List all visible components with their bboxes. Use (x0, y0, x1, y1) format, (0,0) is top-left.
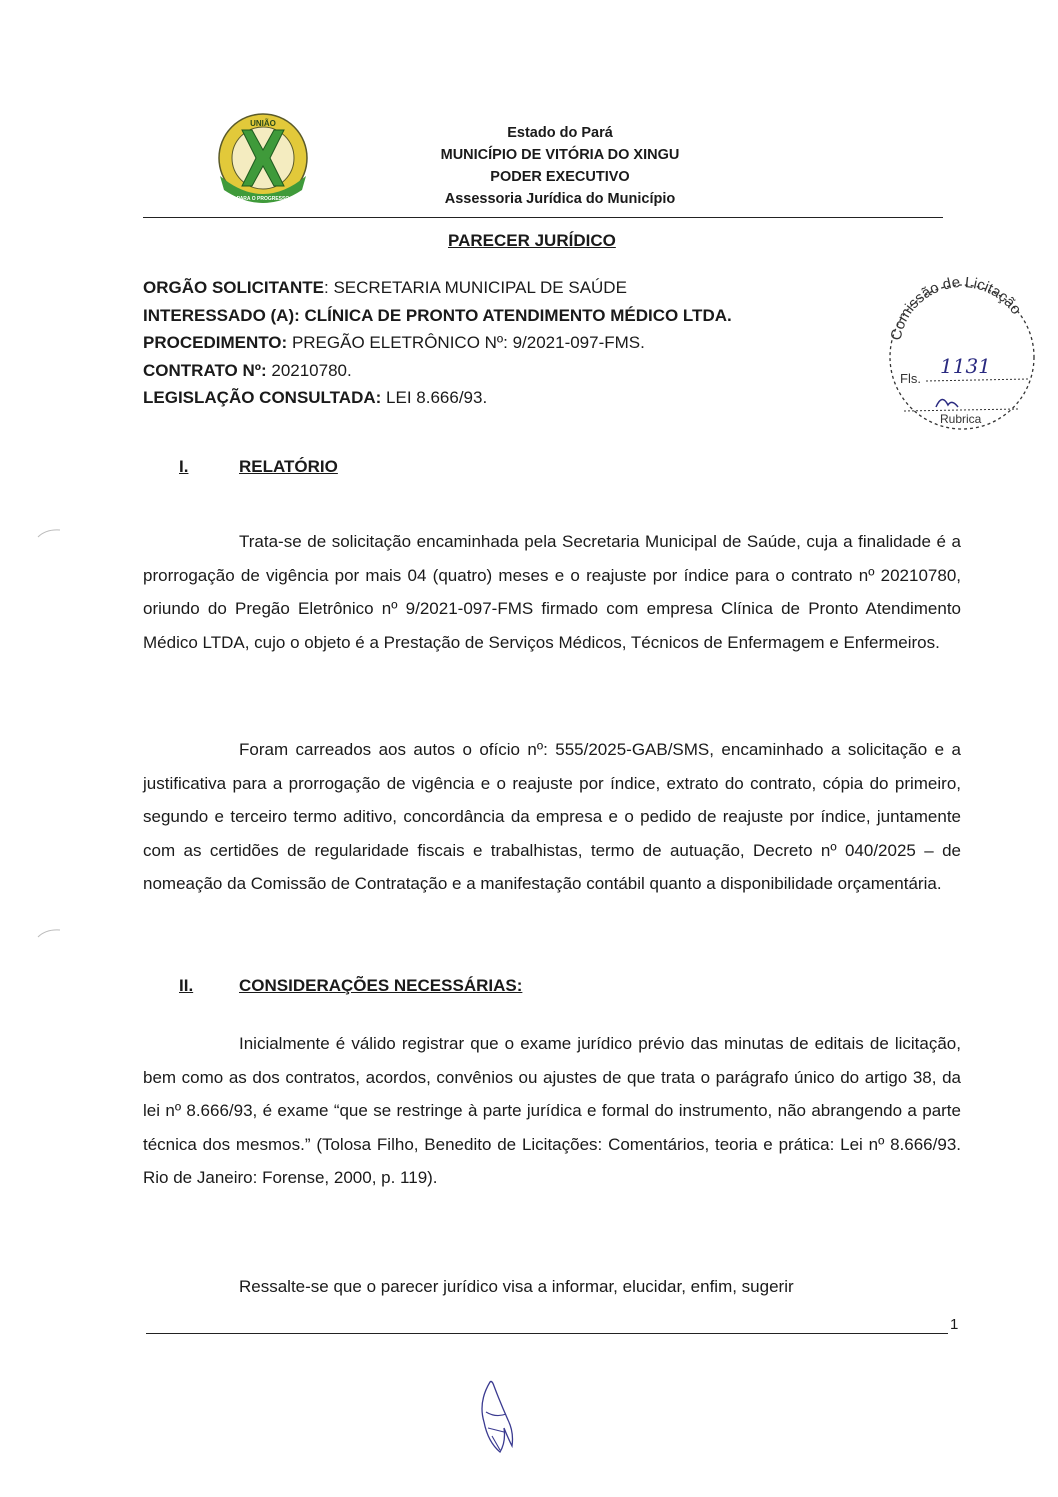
stamp-fls-label: Fls. (900, 371, 921, 386)
header-state: Estado do Pará (507, 125, 613, 141)
paragraph-consideracoes-2: Ressalte-se que o parecer jurídico visa a informar, elucidar, enfim, sugerir (239, 1277, 794, 1296)
letterhead (380, 122, 740, 210)
page-number: 1 (950, 1316, 959, 1333)
footer-divider (146, 1333, 948, 1334)
orgao-label: ORGÃO SOLICITANTE (143, 278, 325, 297)
signature-initials (470, 1372, 520, 1462)
procedimento-label: PROCEDIMENTO: (143, 333, 288, 352)
section-2-heading (179, 976, 522, 996)
legislacao-label: LEGISLAÇÃO CONSULTADA: (143, 388, 382, 407)
section-2-title: CONSIDERAÇÕES NECESSÁRIAS: (239, 976, 523, 995)
interessado-label: INTERESSADO (A): (143, 305, 300, 325)
header-power: PODER EXECUTIVO (490, 169, 630, 185)
commission-stamp (878, 277, 1044, 437)
info-row-orgao (143, 274, 732, 302)
logo-text-bottom: PARA O PROGRESSO (236, 196, 290, 202)
section-2-number: II. (179, 976, 194, 995)
document-title: PARECER JURÍDICO (448, 231, 616, 250)
header-department: Assessoria Jurídica do Município (444, 191, 676, 207)
paragraph-consideracoes-1: Inicialmente é válido registrar que o exame jurídico prévio das minutas de editais de licitação, bem como as dos contratos, acordos, convênios ou ajustes de que trata o parágrafo único do artigo 38, da lei nº 8.666/93, é exame “que se restringe à parte jurídica e formal do instrumento, não abrangendo a parte técnica dos mesmos.” (Tolosa Filho, Benedito de Licitações: Comentários, teoria e prática: Lei nº 8.666/93. Rio de Janeiro: Forense, 2000, p. 119). (143, 1034, 961, 1187)
stamp-rubrica-label: Rubrica (940, 412, 982, 426)
contrato-label: CONTRATO Nº: (143, 360, 267, 380)
scan-margin-mark (36, 528, 62, 538)
legislacao-value: LEI 8.666/93. (386, 388, 488, 407)
info-row-interessado (143, 302, 732, 330)
header-municipality: MUNICÍPIO DE VITÓRIA DO XINGU (440, 147, 680, 163)
contrato-value: 20210780. (271, 360, 352, 380)
stamp-arc-text: Comissão de Licitação (887, 277, 1025, 342)
stamp-rubric-scribble (936, 399, 958, 407)
section-1-number: I. (179, 457, 189, 476)
info-row-contrato (143, 357, 732, 385)
info-row-procedimento (143, 329, 732, 357)
orgao-value: : SECRETARIA MUNICIPAL DE SAÚDE (324, 278, 627, 297)
interessado-value: CLÍNICA DE PRONTO ATENDIMENTO MÉDICO LTDA. (304, 305, 732, 325)
stamp-fls-value: 1131 (940, 354, 991, 378)
municipal-coat-of-arms-logo (212, 112, 314, 208)
section-1-title: RELATÓRIO (239, 457, 338, 476)
scan-margin-mark (36, 928, 62, 938)
logo-text-top: UNIÃO (250, 119, 276, 128)
info-row-legislacao (143, 384, 732, 412)
procedimento-value: PREGÃO ELETRÔNICO Nº: 9/2021-097-FMS. (291, 333, 645, 352)
header-divider (143, 217, 943, 218)
paragraph-relatorio-1: Trata-se de solicitação encaminhada pela Secretaria Municipal de Saúde, cuja a finalidade é a prorrogação de vigência por mais 04 (quatro) meses e o reajuste por índice para o contrato nº 20210780, oriundo do Pregão Eletrônico nº 9/2021-097-FMS firmado com empresa Clínica de Pronto Atendimento Médico LTDA, cujo o objeto é a Prestação de Serviços Médicos, Técnicos de Enfermagem e Enfermeiros. (143, 532, 961, 652)
info-block (143, 274, 732, 412)
paragraph-relatorio-2: Foram carreados aos autos o ofício nº: 555/2025-GAB/SMS, encaminhado a solicitação e a justificativa para a prorrogação de vigência e o reajuste por índice, extrato do contrato, cópia do primeiro, segundo e terceiro termo aditivo, concordância da empresa e o pedido de reajuste por índice, juntamente com as certidões de regularidade fiscais e trabalhistas, termo de autuação, Decreto nº 040/2025 – de nomeação da Comissão de Contratação e a manifestação contábil quanto a disponibilidade orçamentária. (143, 740, 961, 893)
section-1-heading (179, 457, 338, 477)
